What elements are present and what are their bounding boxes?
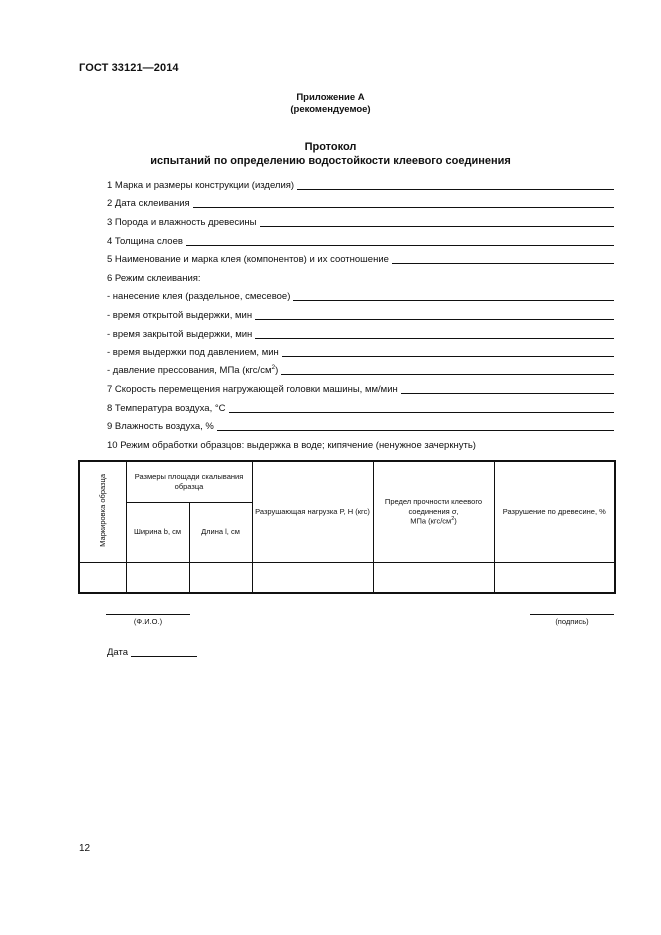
field-label: 3 Порода и влажность древесины bbox=[107, 217, 257, 228]
fill-line[interactable] bbox=[193, 200, 614, 208]
fill-line[interactable] bbox=[186, 238, 614, 246]
signature-caption: (подпись) bbox=[555, 617, 589, 626]
field-construction-brand bbox=[107, 180, 614, 191]
cell-load[interactable] bbox=[252, 562, 373, 593]
signature-line[interactable] bbox=[530, 614, 614, 615]
field-layer-thickness bbox=[107, 236, 614, 247]
field-label: - давление прессования, МПа $(кгс/см^2)$ bbox=[107, 364, 279, 377]
header-length: Длина l, см bbox=[189, 502, 252, 562]
header-strength: Предел прочности клеевого соединения σ, МПа $(кгс/см^2)$ bbox=[373, 461, 494, 562]
field-glue-brand bbox=[107, 254, 614, 265]
field-label: 4 Толщина слоев bbox=[107, 236, 183, 247]
name-caption: (Ф.И.О.) bbox=[133, 617, 163, 626]
appendix-title: Приложение А bbox=[296, 92, 365, 103]
field-closed-time bbox=[107, 329, 614, 340]
fill-line[interactable] bbox=[293, 293, 614, 301]
field-label: 7 Скорость перемещения нагружающей головки машины, мм/мин bbox=[107, 384, 398, 395]
cell-marking[interactable] bbox=[79, 562, 126, 593]
header-marking: Маркировка образца bbox=[79, 461, 126, 562]
field-press-time bbox=[107, 347, 614, 358]
date-label: Дата bbox=[107, 647, 129, 658]
field-air-temperature bbox=[107, 403, 614, 414]
field-label: - нанесение клея (раздельное, смесевое) bbox=[107, 291, 291, 302]
field-glue-application bbox=[107, 291, 614, 302]
field-gluing-date bbox=[107, 198, 614, 209]
field-wood-species bbox=[107, 217, 614, 228]
cell-strength[interactable] bbox=[373, 562, 494, 593]
fill-line[interactable] bbox=[255, 331, 614, 339]
appendix-subtitle: (рекомендуемое) bbox=[290, 104, 371, 115]
standard-number: ГОСТ 33121—2014 bbox=[79, 62, 179, 74]
fill-line[interactable] bbox=[217, 423, 614, 431]
date-fill-line[interactable] bbox=[131, 649, 197, 657]
field-air-humidity bbox=[107, 421, 614, 432]
fill-line[interactable] bbox=[282, 349, 614, 357]
field-pressing-pressure bbox=[107, 364, 614, 376]
fill-line[interactable] bbox=[255, 312, 614, 320]
field-label: - время закрытой выдержки, мин bbox=[107, 329, 253, 340]
protocol-subtitle: испытаний по определению водостойкости клеевого соединения bbox=[150, 155, 511, 167]
field-open-time bbox=[107, 310, 614, 321]
cell-width[interactable] bbox=[126, 562, 189, 593]
header-width: Ширина b, см bbox=[126, 502, 189, 562]
fill-line[interactable] bbox=[281, 367, 614, 375]
field-label: - время открытой выдержки, мин bbox=[107, 310, 253, 321]
field-label: - время выдержки под давлением, мин bbox=[107, 347, 279, 358]
fill-line[interactable] bbox=[229, 405, 614, 413]
cell-length[interactable] bbox=[189, 562, 252, 593]
fill-line[interactable] bbox=[297, 182, 614, 190]
field-label: 5 Наименование и марка клея (компонентов) и их соотношение bbox=[107, 254, 389, 265]
protocol-title: Протокол bbox=[304, 141, 357, 153]
fill-line[interactable] bbox=[260, 219, 615, 227]
field-label: 1 Марка и размеры конструкции (изделия) bbox=[107, 180, 295, 191]
field-label: 9 Влажность воздуха, % bbox=[107, 421, 214, 432]
fill-line[interactable] bbox=[401, 386, 614, 394]
header-shear-area: Размеры площади скалывания образца bbox=[126, 461, 252, 502]
field-label: 2 Дата склеивания bbox=[107, 198, 190, 209]
name-signature-line[interactable] bbox=[106, 614, 190, 615]
page-number: 12 bbox=[79, 843, 91, 854]
header-wood-failure: Разрушение по древесине, % bbox=[494, 461, 615, 562]
date-field bbox=[107, 647, 197, 658]
table-row bbox=[79, 562, 615, 593]
cell-wood-failure[interactable] bbox=[494, 562, 615, 593]
header-failure-load: Разрушающая нагрузка P, Н (кгс) bbox=[252, 461, 373, 562]
results-table bbox=[78, 460, 616, 594]
field-label: 8 Температура воздуха, °С bbox=[107, 403, 226, 414]
gluing-mode-heading: 6 Режим склеивания: bbox=[107, 273, 201, 284]
fill-line[interactable] bbox=[392, 256, 614, 264]
treatment-mode: 10 Режим обработки образцов: выдержка в воде; кипячение (ненужное зачеркнуть) bbox=[107, 440, 476, 451]
field-head-speed bbox=[107, 384, 614, 395]
